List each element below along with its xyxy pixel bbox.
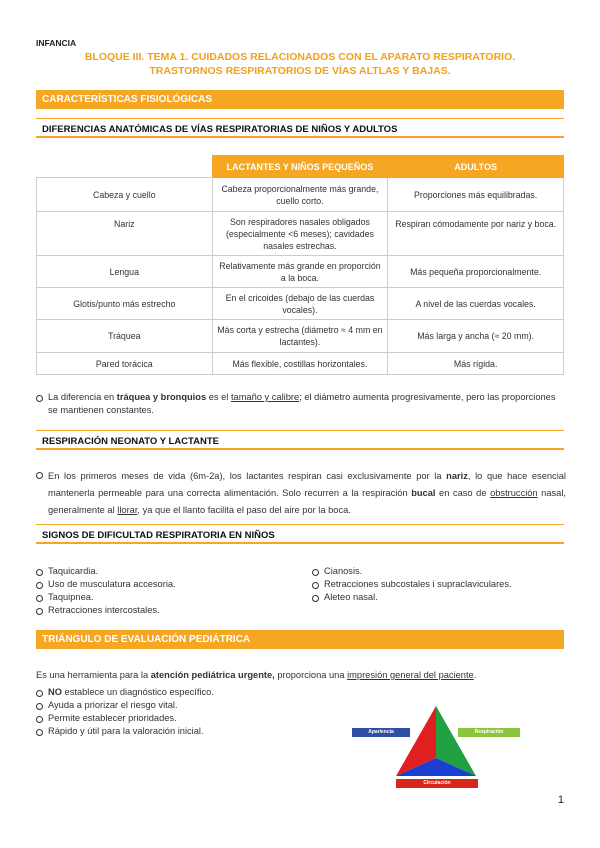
table-cell: Respiran cómodamente por nariz y boca. bbox=[388, 212, 564, 256]
list-item: Taquipnea. bbox=[36, 591, 316, 604]
signs-list-left bbox=[36, 565, 316, 617]
anatomy-comparison-table bbox=[36, 155, 564, 375]
list-item: Uso de musculatura accesoria. bbox=[36, 578, 316, 591]
text-run: , lo que hace esencial mantenerla permeable para una correcta alimentación. Solo recurren a la respiración bbox=[48, 471, 566, 498]
list-item: Aleteo nasal. bbox=[312, 591, 564, 604]
note-traquea bbox=[36, 391, 566, 417]
table-header-row bbox=[37, 156, 564, 178]
document-title bbox=[36, 51, 564, 78]
text-bold: nariz bbox=[446, 471, 468, 481]
table-cell: Proporciones más equilibradas. bbox=[388, 178, 564, 212]
section-header-triangulo: TRIÁNGULO DE EVALUACIÓN PEDIÁTRICA bbox=[36, 630, 564, 649]
text-bold: NO bbox=[48, 687, 62, 697]
text-run: La diferencia en bbox=[48, 392, 117, 402]
table-row bbox=[37, 212, 564, 256]
list-item bbox=[36, 686, 214, 699]
text-run: . bbox=[473, 670, 477, 680]
list-item: Rápido y útil para la valoración inicial. bbox=[36, 725, 214, 738]
section-header-fisiologicas: CARACTERÍSTICAS FISIOLÓGICAS bbox=[36, 90, 564, 109]
table-cell: Más flexible, costillas horizontales. bbox=[212, 353, 388, 375]
table-row bbox=[37, 288, 564, 320]
title-line-2: TRASTORNOS RESPIRATORIOS DE VÍAS ALTLAS Y BAJAS. bbox=[149, 64, 451, 77]
table-cell: A nivel de las cuerdas vocales. bbox=[388, 288, 564, 320]
table-cell: Más corta y estrecha (diámetro ≈ 4 mm en lactantes). bbox=[212, 320, 388, 353]
label-circulacion: Circulación bbox=[423, 780, 451, 786]
table-cell: Cabeza y cuello bbox=[37, 178, 213, 212]
table-row bbox=[37, 353, 564, 375]
list-item: Permite establecer prioridades. bbox=[36, 712, 214, 725]
table-cell: Relativamente más grande en proporción a la boca. bbox=[212, 256, 388, 288]
text-underline: tamaño y calibre bbox=[230, 392, 300, 402]
text-run: Es una herramienta para la bbox=[36, 670, 151, 680]
text-underline: obstrucción bbox=[490, 488, 538, 498]
signs-list-right bbox=[312, 565, 564, 604]
table-cell: Son respiradores nasales obligados (especialmente <6 meses); cavidades nasales estrechas. bbox=[212, 212, 388, 256]
table-header-lactantes: LACTANTES Y NIÑOS PEQUEÑOS bbox=[212, 156, 388, 178]
table-cell: Pared torácica bbox=[37, 353, 213, 375]
table-header-blank bbox=[37, 156, 213, 178]
text-bold: atención pediátrica urgente, bbox=[150, 670, 275, 680]
table-cell: Nariz bbox=[37, 212, 213, 256]
table-cell: Más pequeña proporcionalmente. bbox=[388, 256, 564, 288]
table-cell: Cabeza proporcionalmente más grande, cuello corto. bbox=[212, 178, 388, 212]
text-run: nasal, generalmente al bbox=[48, 488, 566, 515]
list-item: Taquicardia. bbox=[36, 565, 316, 578]
text-bold: bucal bbox=[411, 488, 436, 498]
pediatric-assessment-triangle bbox=[350, 702, 522, 788]
text-run: proporciona una bbox=[274, 670, 348, 680]
text-run: ; el diámetro aumenta progresivamente, pero las proporciones se mantienen constantes. bbox=[48, 392, 556, 415]
title-line-1: BLOQUE III. TEMA 1. CUIDADOS RELACIONADOS CON EL APARATO RESPIRATORIO. bbox=[84, 51, 516, 63]
table-cell: Tráquea bbox=[37, 320, 213, 353]
tep-intro bbox=[36, 670, 476, 680]
table-cell: Más larga y ancha (≈ 20 mm). bbox=[388, 320, 564, 353]
page-number: 1 bbox=[557, 794, 564, 806]
text-run: , ya que el llanto facilita el paso del aire por la boca. bbox=[137, 505, 351, 515]
table-row bbox=[37, 320, 564, 353]
table-cell: Lengua bbox=[37, 256, 213, 288]
subheading-signos-dificultad: SIGNOS DE DIFICULTAD RESPIRATORIA EN NIÑOS bbox=[36, 524, 564, 544]
text-run: En los primeros meses de vida (6m-2a), los lactantes respiran casi exclusivamente por la bbox=[48, 471, 447, 481]
text-run: en caso de bbox=[435, 488, 491, 498]
list-item: Cianosis. bbox=[312, 565, 564, 578]
tep-list bbox=[36, 686, 214, 738]
table-header-adultos: ADULTOS bbox=[388, 156, 564, 178]
text-underline: impresión general del paciente bbox=[347, 670, 474, 680]
table-row bbox=[37, 178, 564, 212]
list-item: Retracciones intercostales. bbox=[36, 604, 316, 617]
subheading-respiracion-neonato: RESPIRACIÓN NEONATO Y LACTANTE bbox=[36, 430, 564, 450]
subheading-diferencias-anatomicas: DIFERENCIAS ANATÓMICAS DE VÍAS RESPIRATORIAS DE NIÑOS Y ADULTOS bbox=[36, 118, 564, 138]
list-item: Ayuda a priorizar el riesgo vital. bbox=[36, 699, 214, 712]
course-label: INFANCIA bbox=[36, 38, 77, 48]
table-cell: Glotis/punto más estrecho bbox=[37, 288, 213, 320]
list-item bbox=[36, 468, 566, 519]
note-respiracion-nasal bbox=[36, 468, 566, 519]
triangle-diagram bbox=[350, 702, 522, 788]
text-run: es el bbox=[206, 392, 231, 402]
table-cell: Más rígida. bbox=[388, 353, 564, 375]
text-bold: tráquea y bronquios bbox=[116, 392, 207, 402]
list-item: Retracciones subcostales i supraclaviculares. bbox=[312, 578, 564, 591]
text-underline: llorar bbox=[117, 505, 138, 515]
label-respiracion: Respiración bbox=[474, 729, 504, 735]
list-item bbox=[36, 391, 566, 417]
text-run: establece un diagnóstico específico. bbox=[61, 687, 214, 697]
table-row bbox=[37, 256, 564, 288]
label-apariencia: Apariencia bbox=[368, 729, 394, 735]
table-cell: En el cricoides (debajo de las cuerdas vocales). bbox=[212, 288, 388, 320]
